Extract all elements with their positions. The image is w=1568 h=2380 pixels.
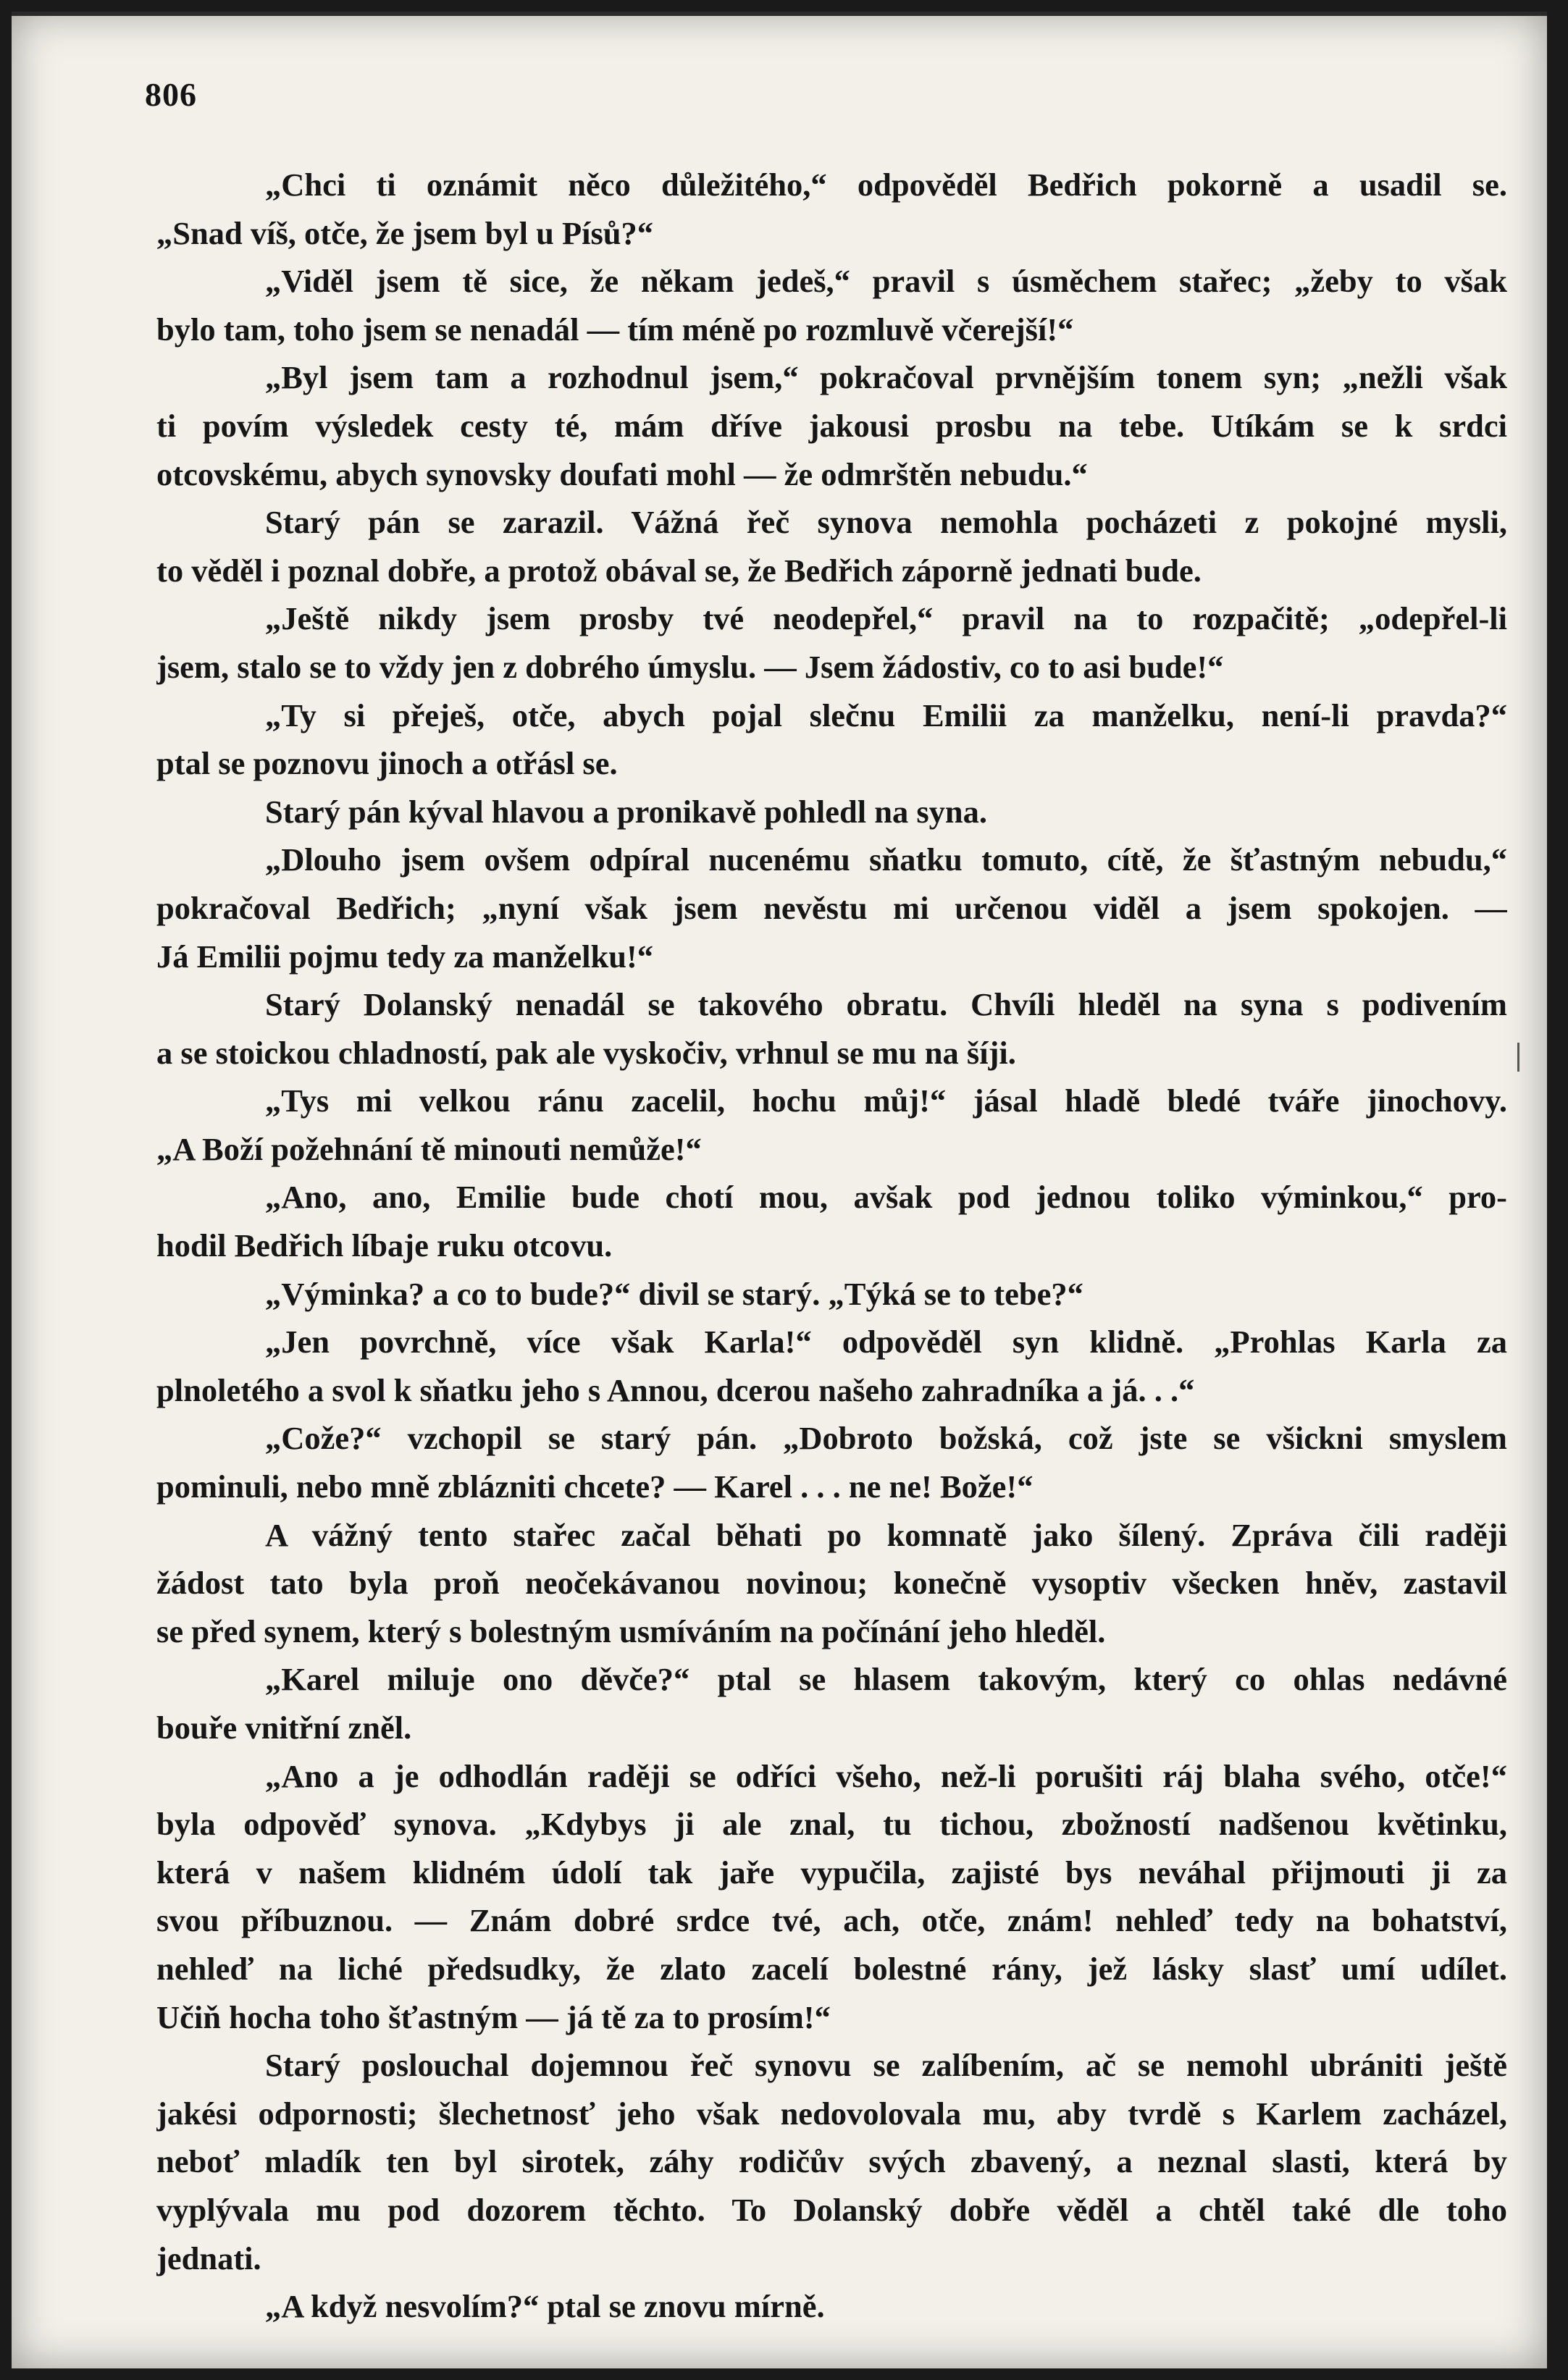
text-line: ti povím výsledek cesty té, mám dříve jakousi prosbu na tebe. Utíkám se k srdci [156,407,1507,444]
text-line: jsem, stalo se to vždy jen z dobrého úmyslu. — Jsem žádostiv, co to asi bude!“ [156,648,1224,685]
text-line: „Snad víš, otče, že jsem byl u Písů?“ [156,214,654,251]
text-line: ptal se poznovu jinoch a otřásl se. [156,745,618,782]
text-line: hodil Bedřich líbaje ruku otcovu. [156,1227,613,1264]
text-line: svou příbuznou. — Znám dobré srdce tvé, ach, otče, znám! nehleď tedy na bohatství, [156,1902,1507,1939]
text-line: Starý pán kýval hlavou a pronikavě pohledl na syna. [265,793,988,830]
text-line: bylo tam, toho jsem se nenadál — tím méně po rozmluvě včerejší!“ [156,311,1074,348]
text-line: „Ano, ano, Emilie bude chotí mou, avšak pod jednou toliko výminkou,“ pro- [265,1179,1507,1216]
text-line: „A Boží požehnání tě minouti nemůže!“ [156,1130,702,1167]
body-text [156,161,1507,2331]
text-line: „Tys mi velkou ránu zacelil, hochu můj!“ jásal hladě bledé tváře jinochovy. [265,1082,1507,1119]
text-line: Učiň hocha toho šťastným — já tě za to prosím!“ [156,1998,831,2035]
text-line: „Ano a je odhodlán raději se odříci všeho, než-li porušiti ráj blaha svého, otče!“ [265,1757,1507,1794]
text-line: Starý pán se zarazil. Vážná řeč synova nemohla pocházeti z pokojné mysli, [265,504,1507,541]
text-line: byla odpověď synova. „Kdybys ji ale znal, tu tichou, zbožností nadšenou květinku, [156,1806,1507,1843]
margin-mark [1517,1043,1519,1072]
text-line: žádost tato byla proň neočekávanou novinou; konečně vysoptiv všecken hněv, zastavil [156,1565,1507,1602]
text-line: která v našem klidném údolí tak jaře vypučila, zajisté bys neváhal přijmouti ji za [156,1854,1507,1891]
text-line: otcovskému, abych synovsky doufati mohl — že odmrštěn nebudu.“ [156,455,1088,492]
book-page [12,12,1547,2368]
text-line: A vážný tento stařec začal běhati po komnatě jako šílený. Zpráva čili raději [265,1516,1507,1553]
text-line: Já Emilii pojmu tedy za manželku!“ [156,938,654,975]
text-line: neboť mladík ten byl sirotek, záhy rodičův svých zbavený, a neznal slasti, která by [156,2143,1507,2180]
text-line: to věděl i poznal dobře, a protož obával se, že Bedřich záporně jednati bude. [156,552,1202,589]
text-line: nehleď na liché předsudky, že zlato zacelí bolestné rány, jež lásky slasť umí udílet. [156,1950,1507,1987]
text-line: „Byl jsem tam a rozhodnul jsem,“ pokračoval prvnějším tonem syn; „nežli však [265,359,1507,396]
text-line: a se stoickou chladností, pak ale vyskočiv, vrhnul se mu na šíji. [156,1034,1016,1071]
text-line: „Dlouho jsem ovšem odpíral nucenému sňatku tomuto, cítě, že šťastným nebudu,“ [265,841,1507,878]
text-line: „Ty si přeješ, otče, abych pojal slečnu Emilii za manželku, není-li pravda?“ [265,697,1507,733]
text-line: „Chci ti oznámit něco důležitého,“ odpověděl Bedřich pokorně a usadil se. [265,167,1507,203]
text-line: pokračoval Bedřich; „nyní však jsem nevěstu mi určenou viděl a jsem spokojen. — [156,889,1507,926]
text-line: „Ještě nikdy jsem prosby tvé neodepřel,“ pravil na to rozpačitě; „odepřel-li [265,600,1507,637]
text-line: Starý poslouchal dojemnou řeč synovu se zalíbením, ač se nemohl ubrániti ještě [265,2047,1507,2084]
text-line: bouře vnitřní zněl. [156,1710,412,1746]
text-line: jakési odpornosti; šlechetnosť jeho však nedovolovala mu, aby tvrdě s Karlem zacházel, [156,2095,1507,2132]
text-line: „Výminka? a co to bude?“ divil se starý. „Týká se to tebe?“ [265,1275,1083,1312]
text-line: jednati. [156,2240,261,2276]
text-line: „Cože?“ vzchopil se starý pán. „Dobroto božská, což jste se všickni smyslem [265,1420,1507,1457]
text-line: „Viděl jsem tě sice, že někam jedeš,“ pravil s úsměchem stařec; „žeby to však [265,263,1507,300]
text-line: „Karel miluje ono děvče?“ ptal se hlasem takovým, který co ohlas nedávné [265,1661,1507,1698]
text-line: pominuli, nebo mně zblázniti chcete? — Karel . . . ne ne! Bože!“ [156,1468,1034,1505]
text-line: plnoletého a svol k sňatku jeho s Annou, dcerou našeho zahradníka a já. . .“ [156,1371,1195,1408]
text-line: Starý Dolanský nenadál se takového obratu. Chvíli hleděl na syna s podivením [265,986,1507,1023]
text-line: „Jen povrchně, více však Karla!“ odpověděl syn klidně. „Prohlas Karla za [265,1324,1507,1361]
text-line: „A když nesvolím?“ ptal se znovu mírně. [265,2288,825,2325]
text-line: vyplývala mu pod dozorem těchto. To Dolanský dobře věděl a chtěl také dle toho [156,2191,1507,2228]
page-number: 806 [145,76,197,113]
text-line: se před synem, který s bolestným usmíváním na počínání jeho hleděl. [156,1612,1106,1649]
